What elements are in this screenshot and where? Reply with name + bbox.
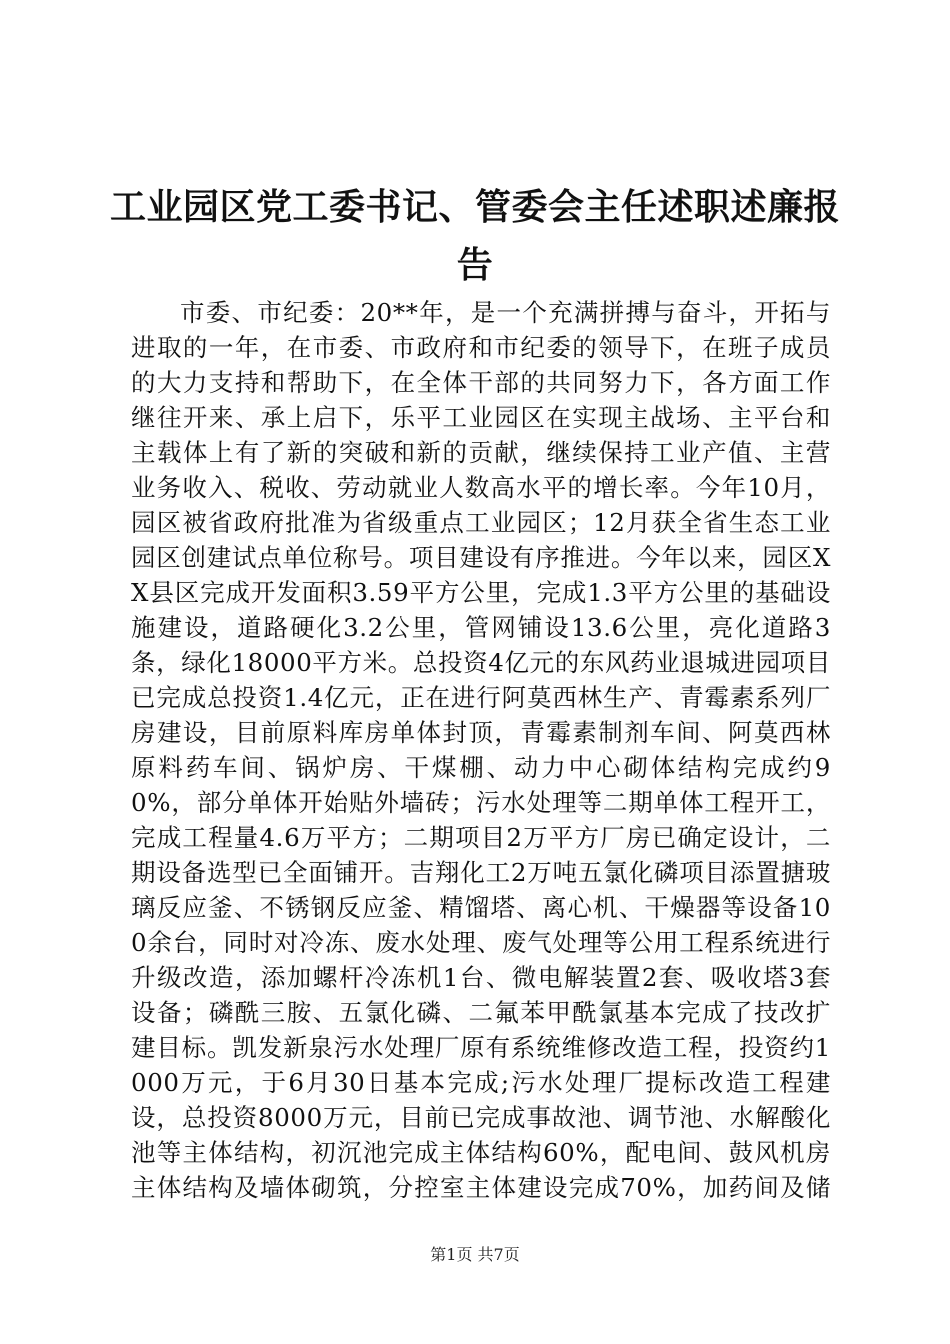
document-body-paragraph: 市委、市纪委：20**年，是一个充满拼搏与奋斗，开拓与进取的一年，在市委、市政府和市纪委的领导下，在班子成员的大力支持和帮助下，在全体干部的共同努力下，各方面工作继往开来、承上启下，乐平工业园区在实现主战场、主平台和主载体上有了新的突破和新的贡献，继续保持工业产值、主营业务收入、税收、劳动就业人数高水平的增长率。今年10月，园区被省政府批准为省级重点工业园区；12月获全省生态工业园区创建试点单位称号。项目建设有序推进。今年以来，园区XX县区完成开发面积3.59平方公里，完成1.3平方公里的基础设施建设，道路硬化3.2公里，管网铺设13.6公里，亮化道路3条，绿化18000平方米。总投资4亿元的东风药业退城进园项目已完成总投资1.4亿元，正在进行阿莫西林生产、青霉素系列厂房建设，目前原料库房单体封顶，青霉素制剂车间、阿莫西林原料药车间、锅炉房、干煤棚、动力中心砌体结构完成约90%，部分单体开始贴外墙砖；污水处理等二期单体工程开工，完成工程量4.6万平方；二期项目2万平方厂房已确定设计，二期设备选型已全面铺开。吉翔化工2万吨五氯化磷项目添置搪玻璃反应釜、不锈钢反应釜、精馏塔、离心机、干燥器等设备100余台，同时对冷冻、废水处理、废气处理等公用工程系统进行升级改造，添加螺杆冷冻机1台、微电解装置2套、吸收塔3套设备；磷酰三胺、五氯化磷、二氟苯甲酰氯基本完成了技改扩建目标。凯发新泉污水处理厂原有系统维修改造工程，投资约1000万元，于6月30日基本完成;污水处理厂提标改造工程建设，总投资8000万元，目前已完成事故池、调节池、水解酸化池等主体结构，初沉池完成主体结构60%，配电间、鼓风机房主体结构及墙体砌筑，分控室主体建设完成70%，加药间及储 [131, 298, 831, 1202]
document-title: 工业园区党工委书记、管委会主任述职述廉报告 [109, 186, 840, 286]
page-number-footer: 第1页 共7页 [430, 1245, 520, 1264]
